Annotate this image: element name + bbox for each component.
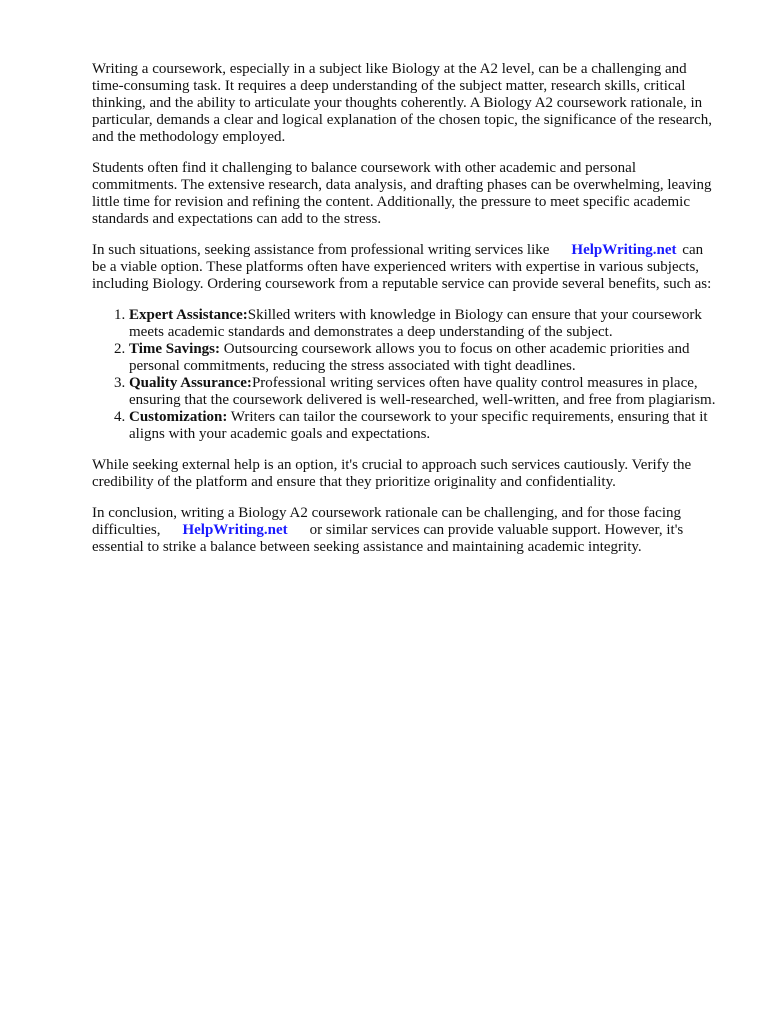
benefit-text: Writers can tailor the coursework to your specific requirements, ensuring that it aligns with your academic goals and expectations. (129, 409, 708, 442)
helpwriting-link[interactable]: HelpWriting.net (182, 522, 288, 538)
benefits-list (92, 307, 718, 443)
paragraph-challenges: Students often find it challenging to balance coursework with other academic and personal commitments. The extensive research, data analysis, and drafting phases can be overwhelming, leaving little time for revision and refining the content. Additionally, the pressure to meet specific academic standards and expectations can add to the stress. (92, 160, 712, 227)
benefit-term: Expert Assistance: (129, 307, 248, 323)
paragraph-assistance-text-end: can be a viable option. These platforms often have experienced writers with expertise in various subjects, including Biology. Ordering coursework from a reputable service can provide several benefits, such as: (92, 242, 712, 292)
paragraph-conclusion (92, 505, 718, 556)
helpwriting-link[interactable]: HelpWriting.net (571, 242, 677, 258)
list-item (129, 375, 718, 409)
paragraph-assistance-text-start: In such situations, seeking assistance from professional writing services like (92, 242, 550, 258)
benefit-text: Professional writing services often have quality control measures in place, ensuring that the coursework delivered is well-researched, well-written, and free from plagiarism. (129, 375, 716, 408)
list-item (129, 409, 718, 443)
list-item (129, 341, 718, 375)
paragraph-conclusion-text-start: In conclusion, writing a Biology A2 coursework rationale can be challenging, and for those facing difficulties, (92, 505, 681, 538)
benefit-term: Customization: (129, 409, 228, 425)
benefit-term: Time Savings: (129, 341, 220, 357)
paragraph-assistance (92, 242, 718, 293)
paragraph-caution: While seeking external help is an option, it's crucial to approach such services cautiously. Verify the credibility of the platform and ensure that they prioritize originality and confidentiality. (92, 457, 692, 490)
paragraph-conclusion-text-end: or similar services can provide valuable support. However, it's essential to strike a balance between seeking assistance and maintaining academic integrity. (92, 522, 684, 555)
list-item (129, 307, 718, 341)
benefit-text: Outsourcing coursework allows you to focus on other academic priorities and personal commitments, reducing the stress associated with tight deadlines. (129, 341, 690, 374)
benefit-text: Skilled writers with knowledge in Biology can ensure that your coursework meets academic standards and demonstrates a deep understanding of the subject. (129, 307, 702, 340)
paragraph-intro: Writing a coursework, especially in a subject like Biology at the A2 level, can be a challenging and time-consuming task. It requires a deep understanding of the subject matter, research skills, critical thinking, and the ability to articulate your thoughts coherently. A Biology A2 coursework rationale, in particular, demands a clear and logical explanation of the chosen topic, the significance of the research, and the methodology employed. (92, 61, 712, 145)
benefit-term: Quality Assurance: (129, 375, 252, 391)
document-page (92, 61, 718, 570)
